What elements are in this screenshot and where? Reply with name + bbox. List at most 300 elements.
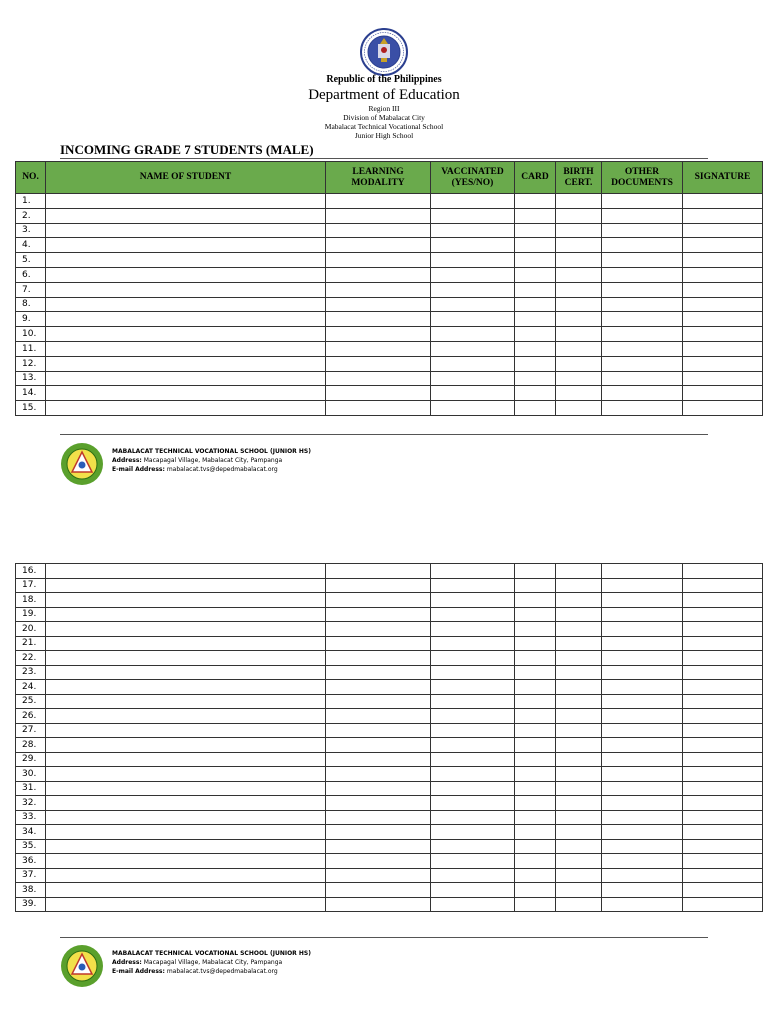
other-documents-cell[interactable] [602,680,683,695]
birth-cert-cell[interactable] [556,665,602,680]
signature-cell[interactable] [683,651,763,666]
birth-cert-cell[interactable] [556,356,602,371]
vaccinated-cell[interactable] [431,356,515,371]
vaccinated-cell[interactable] [431,386,515,401]
learning-modality-cell[interactable] [326,694,431,709]
signature-cell[interactable] [683,767,763,782]
learning-modality-cell[interactable] [326,282,431,297]
signature-cell[interactable] [683,839,763,854]
birth-cert-cell[interactable] [556,825,602,840]
student-name-cell[interactable] [46,839,326,854]
birth-cert-cell[interactable] [556,386,602,401]
other-documents-cell[interactable] [602,854,683,869]
card-cell[interactable] [515,825,556,840]
footer-contact [112,949,311,976]
signature-cell[interactable] [683,267,763,282]
signature-cell[interactable] [683,825,763,840]
signature-cell[interactable] [683,709,763,724]
learning-modality-cell[interactable] [326,401,431,416]
signature-cell[interactable] [683,636,763,651]
student-name-cell[interactable] [46,327,326,342]
vaccinated-cell[interactable] [431,810,515,825]
col-vaccinated-line1: VACCINATED [441,166,504,177]
other-documents-cell[interactable] [602,767,683,782]
learning-modality-cell[interactable] [326,651,431,666]
learning-modality-cell[interactable] [326,738,431,753]
table-row [16,781,763,796]
student-name-cell[interactable] [46,297,326,312]
card-cell[interactable] [515,854,556,869]
vaccinated-cell[interactable] [431,564,515,579]
learning-modality-cell[interactable] [326,839,431,854]
signature-cell[interactable] [683,883,763,898]
signature-cell[interactable] [683,607,763,622]
learning-modality-cell[interactable] [326,781,431,796]
other-documents-cell[interactable] [602,208,683,223]
learning-modality-cell[interactable] [326,854,431,869]
birth-cert-cell[interactable] [556,781,602,796]
card-cell[interactable] [515,680,556,695]
card-cell[interactable] [515,564,556,579]
card-cell[interactable] [515,208,556,223]
signature-cell[interactable] [683,223,763,238]
card-cell[interactable] [515,238,556,253]
vaccinated-cell[interactable] [431,796,515,811]
birth-cert-cell[interactable] [556,868,602,883]
learning-modality-cell[interactable] [326,709,431,724]
signature-cell[interactable] [683,680,763,695]
other-documents-cell[interactable] [602,781,683,796]
signature-cell[interactable] [683,282,763,297]
vaccinated-cell[interactable] [431,208,515,223]
card-cell[interactable] [515,578,556,593]
signature-cell[interactable] [683,386,763,401]
student-name-cell[interactable] [46,709,326,724]
vaccinated-cell[interactable] [431,709,515,724]
vaccinated-cell[interactable] [431,238,515,253]
learning-modality-cell[interactable] [326,386,431,401]
signature-cell[interactable] [683,371,763,386]
table-row [16,738,763,753]
card-cell[interactable] [515,386,556,401]
signature-cell[interactable] [683,578,763,593]
birth-cert-cell[interactable] [556,839,602,854]
birth-cert-cell[interactable] [556,593,602,608]
table-row [16,622,763,637]
learning-modality-cell[interactable] [326,223,431,238]
card-cell[interactable] [515,709,556,724]
table-row [16,386,763,401]
vaccinated-cell[interactable] [431,767,515,782]
other-documents-cell[interactable] [602,723,683,738]
student-name-cell[interactable] [46,564,326,579]
vaccinated-cell[interactable] [431,282,515,297]
vaccinated-cell[interactable] [431,868,515,883]
vaccinated-cell[interactable] [431,897,515,912]
birth-cert-cell[interactable] [556,238,602,253]
student-name-cell[interactable] [46,223,326,238]
birth-cert-cell[interactable] [556,208,602,223]
vaccinated-cell[interactable] [431,752,515,767]
other-documents-cell[interactable] [602,897,683,912]
card-cell[interactable] [515,738,556,753]
other-documents-cell[interactable] [602,738,683,753]
birth-cert-cell[interactable] [556,327,602,342]
signature-cell[interactable] [683,781,763,796]
student-name-cell[interactable] [46,607,326,622]
vaccinated-cell[interactable] [431,680,515,695]
student-name-cell[interactable] [46,781,326,796]
birth-cert-cell[interactable] [556,738,602,753]
learning-modality-cell[interactable] [326,796,431,811]
birth-cert-cell[interactable] [556,267,602,282]
card-cell[interactable] [515,651,556,666]
learning-modality-cell[interactable] [326,680,431,695]
row-number: 30. [16,767,46,782]
card-cell[interactable] [515,883,556,898]
birth-cert-cell[interactable] [556,854,602,869]
card-cell[interactable] [515,312,556,327]
card-cell[interactable] [515,282,556,297]
signature-cell[interactable] [683,238,763,253]
other-documents-cell[interactable] [602,371,683,386]
birth-cert-cell[interactable] [556,253,602,268]
vaccinated-cell[interactable] [431,694,515,709]
vaccinated-cell[interactable] [431,636,515,651]
student-name-cell[interactable] [46,622,326,637]
birth-cert-cell[interactable] [556,371,602,386]
birth-cert-cell[interactable] [556,810,602,825]
other-documents-cell[interactable] [602,839,683,854]
other-documents-cell[interactable] [602,752,683,767]
signature-cell[interactable] [683,694,763,709]
signature-cell[interactable] [683,208,763,223]
signature-cell[interactable] [683,401,763,416]
student-name-cell[interactable] [46,341,326,356]
student-name-cell[interactable] [46,897,326,912]
student-name-cell[interactable] [46,651,326,666]
student-name-cell[interactable] [46,738,326,753]
learning-modality-cell[interactable] [326,238,431,253]
card-cell[interactable] [515,327,556,342]
birth-cert-cell[interactable] [556,796,602,811]
other-documents-cell[interactable] [602,709,683,724]
other-documents-cell[interactable] [602,386,683,401]
student-name-cell[interactable] [46,767,326,782]
learning-modality-cell[interactable] [326,564,431,579]
signature-cell[interactable] [683,810,763,825]
card-cell[interactable] [515,253,556,268]
card-cell[interactable] [515,622,556,637]
signature-cell[interactable] [683,854,763,869]
student-name-cell[interactable] [46,312,326,327]
learning-modality-cell[interactable] [326,371,431,386]
learning-modality-cell[interactable] [326,665,431,680]
student-name-cell[interactable] [46,208,326,223]
vaccinated-cell[interactable] [431,665,515,680]
learning-modality-cell[interactable] [326,208,431,223]
other-documents-cell[interactable] [602,297,683,312]
student-name-cell[interactable] [46,267,326,282]
learning-modality-cell[interactable] [326,723,431,738]
other-documents-cell[interactable] [602,253,683,268]
learning-modality-cell[interactable] [326,327,431,342]
vaccinated-cell[interactable] [431,341,515,356]
row-number: 26. [16,709,46,724]
vaccinated-cell[interactable] [431,854,515,869]
signature-cell[interactable] [683,564,763,579]
vaccinated-cell[interactable] [431,327,515,342]
learning-modality-cell[interactable] [326,752,431,767]
card-cell[interactable] [515,636,556,651]
birth-cert-cell[interactable] [556,709,602,724]
learning-modality-cell[interactable] [326,767,431,782]
col-no-header: NO. [16,162,46,194]
vaccinated-cell[interactable] [431,312,515,327]
birth-cert-cell[interactable] [556,622,602,637]
student-name-cell[interactable] [46,578,326,593]
learning-modality-cell[interactable] [326,607,431,622]
student-name-cell[interactable] [46,825,326,840]
student-name-cell[interactable] [46,752,326,767]
birth-cert-cell[interactable] [556,883,602,898]
signature-cell[interactable] [683,796,763,811]
card-cell[interactable] [515,781,556,796]
signature-cell[interactable] [683,665,763,680]
signature-cell[interactable] [683,752,763,767]
signature-cell[interactable] [683,312,763,327]
student-name-cell[interactable] [46,386,326,401]
signature-cell[interactable] [683,327,763,342]
birth-cert-cell[interactable] [556,578,602,593]
birth-cert-cell[interactable] [556,694,602,709]
birth-cert-cell[interactable] [556,341,602,356]
other-documents-cell[interactable] [602,810,683,825]
card-cell[interactable] [515,752,556,767]
signature-cell[interactable] [683,593,763,608]
learning-modality-cell[interactable] [326,593,431,608]
other-documents-cell[interactable] [602,356,683,371]
other-documents-cell[interactable] [602,651,683,666]
card-cell[interactable] [515,694,556,709]
birth-cert-cell[interactable] [556,636,602,651]
card-cell[interactable] [515,401,556,416]
other-documents-cell[interactable] [602,825,683,840]
learning-modality-cell[interactable] [326,253,431,268]
card-cell[interactable] [515,223,556,238]
student-name-cell[interactable] [46,868,326,883]
learning-modality-cell[interactable] [326,194,431,209]
card-cell[interactable] [515,796,556,811]
vaccinated-cell[interactable] [431,371,515,386]
vaccinated-cell[interactable] [431,825,515,840]
student-name-cell[interactable] [46,253,326,268]
student-name-cell[interactable] [46,680,326,695]
student-name-cell[interactable] [46,401,326,416]
signature-cell[interactable] [683,253,763,268]
email-label: E-mail Address: [112,968,165,975]
card-cell[interactable] [515,267,556,282]
card-cell[interactable] [515,593,556,608]
card-cell[interactable] [515,767,556,782]
learning-modality-cell[interactable] [326,897,431,912]
birth-cert-cell[interactable] [556,651,602,666]
card-cell[interactable] [515,665,556,680]
learning-modality-cell[interactable] [326,578,431,593]
other-documents-cell[interactable] [602,607,683,622]
student-name-cell[interactable] [46,593,326,608]
table-row [16,810,763,825]
learning-modality-cell[interactable] [326,312,431,327]
row-number: 32. [16,796,46,811]
birth-cert-cell[interactable] [556,897,602,912]
signature-cell[interactable] [683,297,763,312]
signature-cell[interactable] [683,341,763,356]
vaccinated-cell[interactable] [431,883,515,898]
birth-cert-cell[interactable] [556,607,602,622]
student-name-cell[interactable] [46,665,326,680]
vaccinated-cell[interactable] [431,578,515,593]
learning-modality-cell[interactable] [326,810,431,825]
learning-modality-cell[interactable] [326,341,431,356]
signature-cell[interactable] [683,356,763,371]
vaccinated-cell[interactable] [431,194,515,209]
other-documents-cell[interactable] [602,665,683,680]
learning-modality-cell[interactable] [326,825,431,840]
student-name-cell[interactable] [46,194,326,209]
learning-modality-cell[interactable] [326,636,431,651]
student-name-cell[interactable] [46,636,326,651]
learning-modality-cell[interactable] [326,356,431,371]
other-documents-cell[interactable] [602,796,683,811]
signature-cell[interactable] [683,723,763,738]
row-number: 1. [16,194,46,209]
vaccinated-cell[interactable] [431,267,515,282]
student-name-cell[interactable] [46,238,326,253]
col-signature-header: SIGNATURE [683,162,763,194]
vaccinated-cell[interactable] [431,401,515,416]
other-documents-cell[interactable] [602,282,683,297]
learning-modality-cell[interactable] [326,267,431,282]
card-cell[interactable] [515,356,556,371]
card-cell[interactable] [515,194,556,209]
other-documents-cell[interactable] [602,223,683,238]
other-documents-cell[interactable] [602,883,683,898]
birth-cert-cell[interactable] [556,564,602,579]
vaccinated-cell[interactable] [431,651,515,666]
birth-cert-cell[interactable] [556,282,602,297]
row-number: 6. [16,267,46,282]
col-birth-line2: CERT. [564,177,593,188]
card-cell[interactable] [515,810,556,825]
vaccinated-cell[interactable] [431,593,515,608]
other-documents-cell[interactable] [602,694,683,709]
other-documents-cell[interactable] [602,868,683,883]
vaccinated-cell[interactable] [431,839,515,854]
table-row [16,709,763,724]
birth-cert-cell[interactable] [556,223,602,238]
col-modality-line2: MODALITY [351,177,405,188]
birth-cert-cell[interactable] [556,297,602,312]
birth-cert-cell[interactable] [556,312,602,327]
birth-cert-cell[interactable] [556,401,602,416]
vaccinated-cell[interactable] [431,607,515,622]
other-documents-cell[interactable] [602,327,683,342]
card-cell[interactable] [515,341,556,356]
other-documents-cell[interactable] [602,622,683,637]
other-documents-cell[interactable] [602,593,683,608]
birth-cert-cell[interactable] [556,680,602,695]
learning-modality-cell[interactable] [326,297,431,312]
table-row [16,883,763,898]
signature-cell[interactable] [683,738,763,753]
vaccinated-cell[interactable] [431,622,515,637]
footer-address-line [112,958,311,967]
other-documents-cell[interactable] [602,267,683,282]
student-name-cell[interactable] [46,356,326,371]
learning-modality-cell[interactable] [326,883,431,898]
signature-cell[interactable] [683,868,763,883]
card-cell[interactable] [515,371,556,386]
other-documents-cell[interactable] [602,312,683,327]
student-name-cell[interactable] [46,883,326,898]
student-name-cell[interactable] [46,854,326,869]
table-row [16,723,763,738]
vaccinated-cell[interactable] [431,223,515,238]
vaccinated-cell[interactable] [431,738,515,753]
other-documents-cell[interactable] [602,194,683,209]
row-number: 27. [16,723,46,738]
birth-cert-cell[interactable] [556,752,602,767]
signature-cell[interactable] [683,897,763,912]
card-cell[interactable] [515,723,556,738]
row-number: 24. [16,680,46,695]
other-documents-cell[interactable] [602,238,683,253]
student-name-cell[interactable] [46,694,326,709]
row-number: 33. [16,810,46,825]
other-documents-cell[interactable] [602,578,683,593]
vaccinated-cell[interactable] [431,781,515,796]
vaccinated-cell[interactable] [431,723,515,738]
learning-modality-cell[interactable] [326,868,431,883]
footer-school-name: MABALACAT TECHNICAL VOCATIONAL SCHOOL (JUNIOR HS) [112,448,311,455]
card-cell[interactable] [515,297,556,312]
birth-cert-cell[interactable] [556,767,602,782]
other-documents-cell[interactable] [602,636,683,651]
card-cell[interactable] [515,897,556,912]
card-cell[interactable] [515,607,556,622]
birth-cert-cell[interactable] [556,194,602,209]
row-number: 10. [16,327,46,342]
student-name-cell[interactable] [46,796,326,811]
learning-modality-cell[interactable] [326,622,431,637]
other-documents-cell[interactable] [602,341,683,356]
birth-cert-cell[interactable] [556,723,602,738]
student-name-cell[interactable] [46,282,326,297]
signature-cell[interactable] [683,194,763,209]
card-cell[interactable] [515,839,556,854]
student-name-cell[interactable] [46,810,326,825]
signature-cell[interactable] [683,622,763,637]
student-name-cell[interactable] [46,723,326,738]
student-name-cell[interactable] [46,371,326,386]
other-documents-cell[interactable] [602,401,683,416]
other-documents-cell[interactable] [602,564,683,579]
vaccinated-cell[interactable] [431,253,515,268]
vaccinated-cell[interactable] [431,297,515,312]
table-row [16,651,763,666]
card-cell[interactable] [515,868,556,883]
